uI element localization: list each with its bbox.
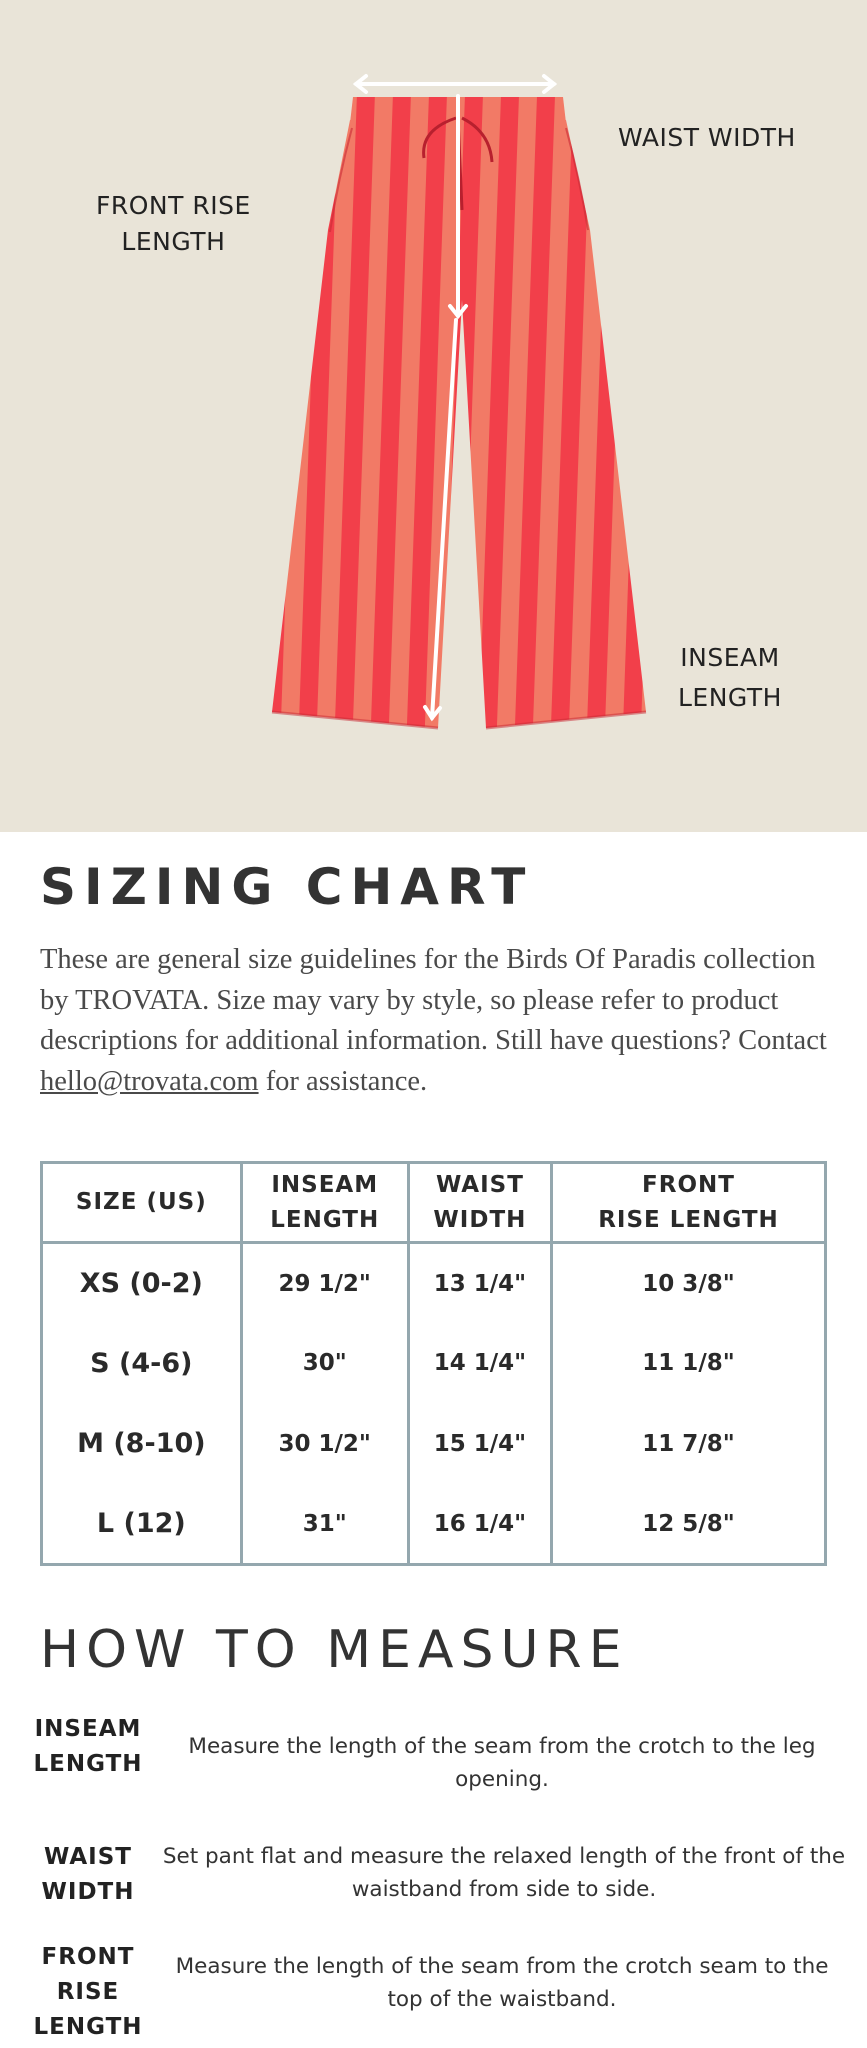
measure-desc-inseam: Measure the length of the seam from the crotch to the leg opening.: [188, 1734, 816, 1792]
measure-label-waist: WAIST WIDTH: [41, 1844, 135, 1905]
inseam-cell: 31": [241, 1484, 408, 1565]
size-cell: S (4-6): [90, 1347, 193, 1379]
sizing-intro-text: [40, 940, 840, 1102]
waist-width-arrow: [356, 76, 554, 92]
header-waist-width: WAIST WIDTH: [408, 1163, 551, 1243]
size-cell: M (8-10): [77, 1428, 206, 1460]
sizing-chart-title: SIZING CHART: [40, 858, 534, 916]
waist-width-label: WAIST WIDTH: [618, 123, 796, 152]
table-row: [42, 1323, 826, 1404]
measure-desc-front-rise: Measure the length of the seam from the crotch seam to the top of the waistband.: [175, 1954, 829, 2012]
front-rise-length-label: [96, 188, 251, 260]
table-row: [42, 1404, 826, 1485]
size-table: [40, 1161, 827, 1566]
measure-label-inseam: INSEAM LENGTH: [33, 1716, 143, 1777]
header-front-rise-length: FRONT RISE LENGTH: [552, 1163, 826, 1243]
waist-cell: 14 1/4": [408, 1323, 551, 1404]
inseam-length-label: [678, 638, 782, 718]
label-line: INSEAM: [680, 643, 780, 672]
waist-cell: 15 1/4": [408, 1404, 551, 1485]
label-line: LENGTH: [678, 683, 782, 712]
label-line: LENGTH: [121, 227, 226, 256]
measure-label-front-rise: FRONT RISE LENGTH: [33, 1944, 143, 2040]
intro-text: These are general size guidelines for the Birds Of Paradis collection by TROVATA. Size may vary by style, so please refer to product descriptions for additional information. Still have questions? Contact: [40, 944, 827, 1056]
contact-email-link[interactable]: hello@trovata.com: [40, 1065, 259, 1097]
waist-cell: 16 1/4": [408, 1484, 551, 1565]
front-rise-cell: 10 3/8": [552, 1243, 826, 1324]
inseam-cell: 30 1/2": [241, 1404, 408, 1485]
inseam-cell: 30": [241, 1323, 408, 1404]
size-table-header-row: [42, 1163, 826, 1243]
header-inseam-length: INSEAM LENGTH: [241, 1163, 408, 1243]
front-rise-cell: 11 1/8": [552, 1323, 826, 1404]
size-cell: L (12): [96, 1508, 186, 1539]
table-row: [42, 1243, 826, 1324]
front-rise-cell: 11 7/8": [552, 1404, 826, 1485]
header-size-us: SIZE (US): [42, 1163, 242, 1243]
label-line: FRONT RISE: [96, 191, 251, 220]
table-row: [42, 1484, 826, 1565]
how-to-measure-title: HOW TO MEASURE: [40, 1620, 629, 1680]
measure-desc-waist: Set pant flat and measure the relaxed length of the front of the waistband from side to side.: [162, 1844, 846, 1902]
front-rise-cell: 12 5/8": [552, 1484, 826, 1565]
product-measurement-diagram: [0, 0, 867, 832]
waist-cell: 13 1/4": [408, 1243, 551, 1324]
intro-text-end: for assistance.: [258, 1065, 428, 1097]
inseam-cell: 29 1/2": [241, 1243, 408, 1324]
size-cell: XS (0-2): [79, 1268, 203, 1299]
